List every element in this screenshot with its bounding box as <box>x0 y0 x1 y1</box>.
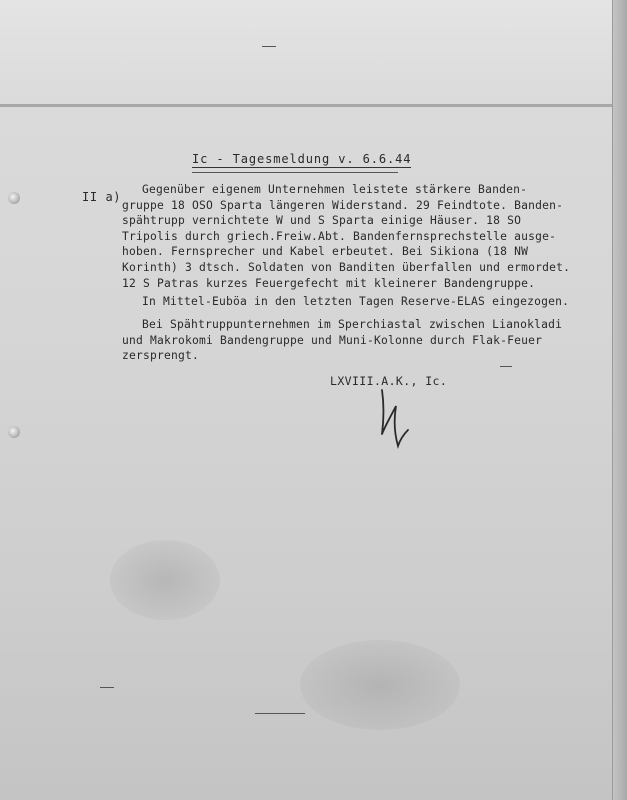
sheet-edge <box>0 104 627 107</box>
handwritten-signature <box>370 384 414 454</box>
text-line: 12 S Patras kurzes Feuergefecht mit kleinerer Bandengruppe. <box>122 276 536 290</box>
smudge <box>110 540 220 620</box>
back-sheet <box>0 0 627 110</box>
stray-mark <box>255 713 305 714</box>
text-line: Bei Spähtruppunternehmen im Sperchiastal zwischen Lianokladi <box>142 318 563 331</box>
text-line: Korinth) 3 dtsch. Soldaten von Banditen überfallen und ermordet. <box>122 260 571 274</box>
text-line: Tripolis durch griech.Freiw.Abt. Bandenfernsprechstelle ausge- <box>122 229 557 243</box>
section-label: II a) <box>82 190 122 204</box>
text-line: gruppe 18 OSO Sparta längeren Widerstand. 29 Feindtote. Banden- <box>122 198 564 212</box>
document-title: Ic - Tagesmeldung v. 6.6.44 <box>192 152 412 166</box>
stray-mark <box>262 46 276 47</box>
text-line: In Mittel-Euböa in den letzten Tagen Reserve-ELAS eingezogen. <box>142 295 570 308</box>
text-line: Gegenüber eigenem Unternehmen leistete stärkere Banden- <box>142 183 528 196</box>
text-line: hoben. Fernsprecher und Kabel erbeutet. Bei Sikiona (18 NW <box>122 245 529 259</box>
stray-mark <box>100 687 114 688</box>
title-underline <box>192 172 398 173</box>
right-page-edge <box>612 0 627 800</box>
stray-mark <box>500 366 512 367</box>
signoff: LXVIII.A.K., Ic. <box>330 374 448 388</box>
text-line: und Makrokomi Bandengruppe und Muni-Kolonne durch Flak-Feuer <box>122 333 543 347</box>
punch-hole-icon <box>8 426 20 438</box>
paragraph-1 <box>122 182 627 291</box>
paragraph-2 <box>122 294 612 310</box>
paragraph-3 <box>122 317 612 364</box>
text-line: spähtrupp vernichtete W und S Sparta einige Häuser. 18 SO <box>122 214 522 228</box>
punch-hole-icon <box>8 192 20 204</box>
smudge <box>300 640 460 730</box>
text-line: zersprengt. <box>122 349 200 363</box>
